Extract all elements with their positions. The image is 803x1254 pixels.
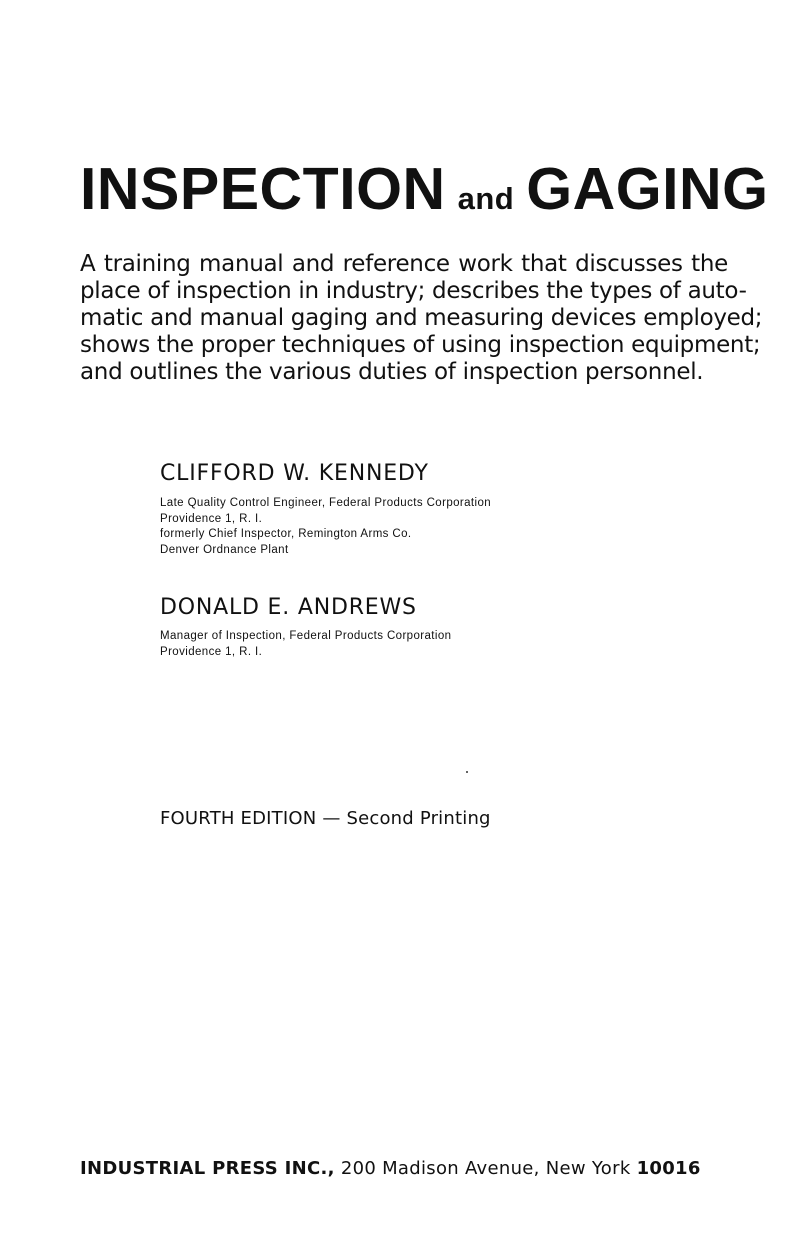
description-line: and outlines the various duties of inspection personnel.: [80, 359, 704, 385]
description-line: place of inspection in industry; describes the types of auto-: [80, 278, 747, 304]
print-speck: [466, 771, 468, 773]
publisher-imprint: [80, 1157, 725, 1181]
author-affiliation: [160, 629, 720, 660]
affiliation-line: Manager of Inspection, Federal Products Corporation: [160, 630, 452, 642]
title-part-gaging: GAGING: [526, 156, 769, 222]
edition-statement: FOURTH EDITION — Second Printing: [160, 808, 491, 829]
description-line: A training manual and reference work that discusses the: [80, 251, 728, 277]
affiliation-line: Late Quality Control Engineer, Federal Products Corporation: [160, 497, 492, 509]
description-line: shows the proper techniques of using inspection equipment;: [80, 332, 761, 358]
author-name: CLIFFORD W. KENNEDY: [160, 461, 429, 486]
affiliation-line: formerly Chief Inspector, Remington Arms Co.: [160, 528, 412, 540]
author-andrews: [160, 595, 720, 660]
affiliation-line: Providence 1, R. I.: [160, 512, 263, 525]
publisher-name: INDUSTRIAL PRESS INC.,: [80, 1158, 335, 1179]
affiliation-line: Denver Ordnance Plant: [160, 543, 289, 556]
publisher-zip: 10016: [636, 1158, 701, 1179]
description-line: matic and manual gaging and measuring devices employed;: [80, 305, 763, 331]
title-part-inspection: INSPECTION: [80, 156, 446, 222]
affiliation-line: Providence 1, R. I.: [160, 645, 263, 658]
book-title: [80, 156, 769, 222]
author-kennedy: [160, 461, 720, 558]
book-description: [80, 251, 763, 386]
publisher-address: 200 Madison Avenue, New York: [340, 1158, 631, 1179]
title-connector: and: [457, 181, 515, 216]
author-name: DONALD E. ANDREWS: [160, 595, 417, 620]
author-affiliation: [160, 496, 720, 558]
